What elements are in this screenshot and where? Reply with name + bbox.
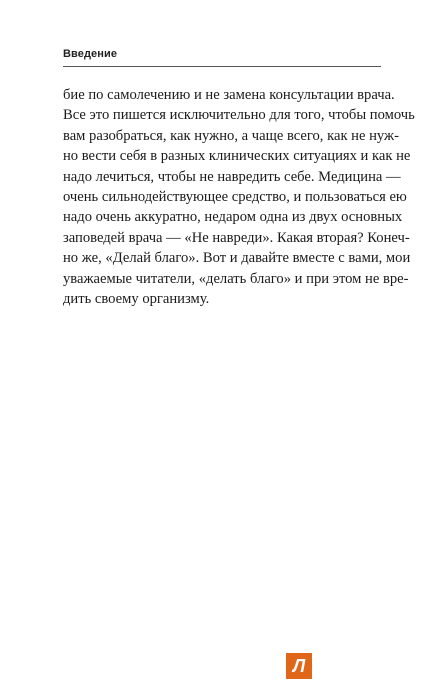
text-line: вам разобраться, как нужно, а чаще всего, как не нуж- (63, 127, 399, 144)
running-head-title: Введение (63, 48, 118, 60)
publisher-logo-letter: Л (292, 656, 306, 676)
text-line: дить своему организму. (63, 291, 210, 308)
text-line: но же, «Делай благо». Вот и давайте вместе с вами, мои (63, 250, 411, 267)
text-line: надо очень аккуратно, недаром одна из двух основных (63, 209, 403, 226)
text-line: бие по самолечению и не замена консультации врача. (63, 87, 395, 103)
header-divider (63, 66, 381, 67)
text-line: заповедей врача — «Не навреди». Какая вторая? Конеч- (63, 229, 410, 246)
text-line: но вести себя в разных клинических ситуациях и как не (63, 148, 411, 165)
text-line: уважаемые читатели, «делать благо» и при этом не вре- (63, 270, 409, 287)
text-line: Все это пишется исключительно для того, чтобы помочь (63, 107, 415, 124)
publisher-logo-icon (286, 653, 312, 679)
text-line: очень сильнодействующее средство, и пользоваться ею (63, 189, 407, 206)
body-paragraph (63, 85, 415, 309)
text-line: надо лечиться, чтобы не навредить себе. Медицина — (63, 168, 401, 185)
